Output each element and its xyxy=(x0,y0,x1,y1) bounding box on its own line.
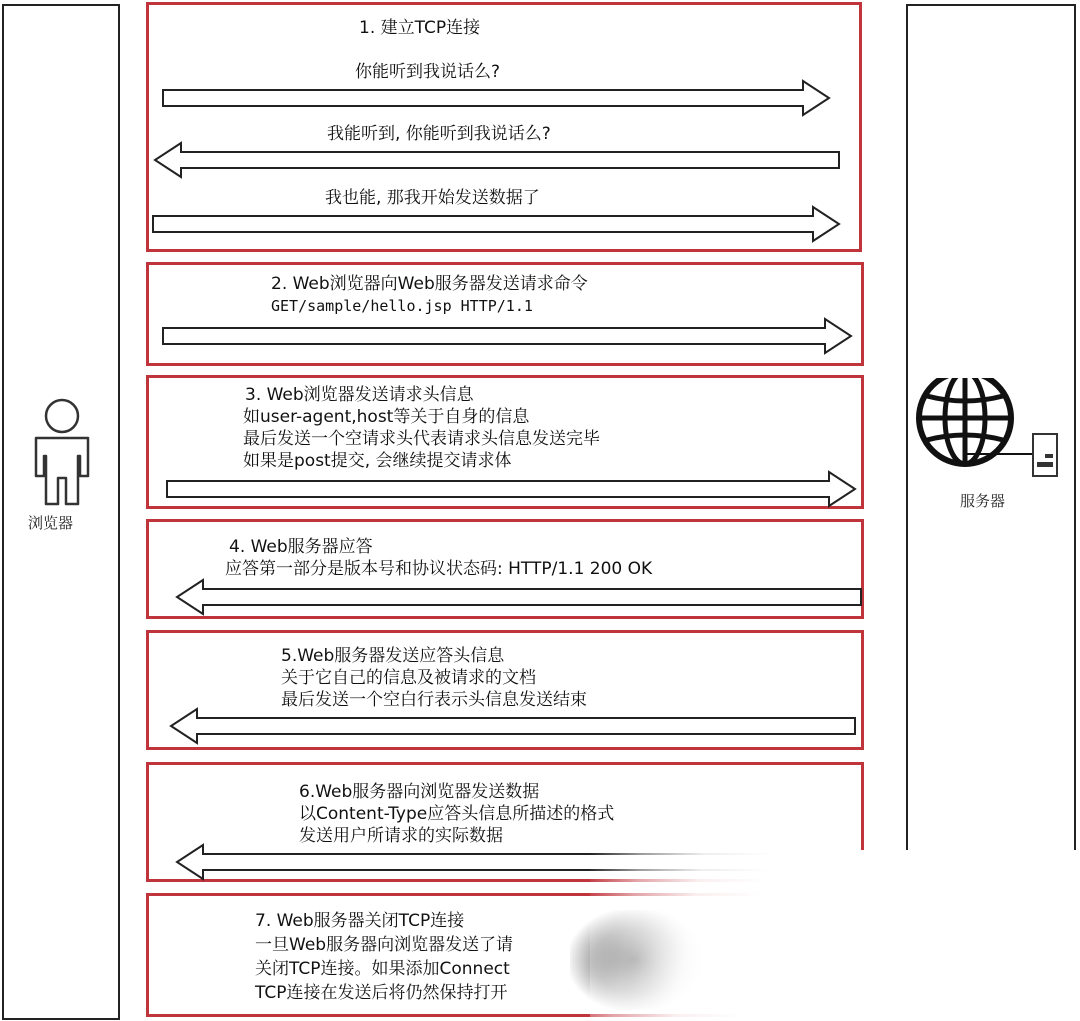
step-2-request-line: GET/sample/hello.jsp HTTP/1.1 xyxy=(271,297,533,315)
person-icon xyxy=(22,398,102,508)
step-5-line-2: 关于它自己的信息及被请求的文档 xyxy=(281,668,536,688)
step-3-title: 3. Web浏览器发送请求头信息 xyxy=(245,385,474,405)
step-1-msg-2: 我能听到, 你能听到我说话么? xyxy=(327,124,551,144)
step-7-line-4: TCP连接在发送后将仍然保持打开 xyxy=(255,983,508,1003)
step-1-msg-3: 我也能, 那我开始发送数据了 xyxy=(325,188,540,208)
step-3-box xyxy=(146,375,864,509)
step-5-box xyxy=(146,630,864,750)
step-4-arrow xyxy=(175,578,865,616)
step-6-line-3: 发送用户所请求的实际数据 xyxy=(299,826,503,846)
step-4-title: 4. Web服务器应答 xyxy=(229,537,373,557)
step-1-arrow-2 xyxy=(153,141,843,179)
step-6-box xyxy=(146,762,864,882)
step-4-line-2: 应答第一部分是版本号和协议状态码: HTTP/1.1 200 OK xyxy=(225,559,653,579)
step-7-box xyxy=(146,893,864,1017)
server-label: 服务器 xyxy=(960,492,1006,510)
step-2-box xyxy=(146,262,864,366)
step-2-arrow xyxy=(163,317,855,355)
step-2-title: 2. Web浏览器向Web服务器发送请求命令 xyxy=(271,274,588,294)
step-1-msg-1: 你能听到我说话么? xyxy=(355,62,501,82)
step-7-line-2: 一旦Web服务器向浏览器发送了请 xyxy=(255,935,514,955)
step-3-line-4: 如果是post提交, 会继续提交请求体 xyxy=(243,451,512,471)
step-1-box xyxy=(146,2,862,252)
step-3-line-2: 如user-agent,host等关于自身的信息 xyxy=(243,407,530,427)
step-6-line-2: 以Content-Type应答头信息所描述的格式 xyxy=(299,804,615,824)
step-5-title: 5.Web服务器发送应答头信息 xyxy=(281,646,505,666)
step-6-arrow xyxy=(175,843,865,881)
globe-server-icon xyxy=(915,378,1065,488)
step-5-arrow xyxy=(169,707,859,745)
step-1-title: 1. 建立TCP连接 xyxy=(359,18,481,38)
step-4-box xyxy=(146,519,864,619)
step-7-title: 7. Web服务器关闭TCP连接 xyxy=(255,911,465,931)
step-1-arrow-3 xyxy=(153,205,843,243)
step-7-line-3: 关闭TCP连接。如果添加Connect xyxy=(255,959,510,979)
step-5-line-3: 最后发送一个空白行表示头信息发送结束 xyxy=(281,690,587,710)
browser-label: 浏览器 xyxy=(28,514,74,532)
step-3-line-3: 最后发送一个空请求头代表请求头信息发送完毕 xyxy=(243,429,600,449)
step-3-arrow xyxy=(167,470,859,508)
step-6-title: 6.Web服务器向浏览器发送数据 xyxy=(299,782,540,802)
step-1-arrow-1 xyxy=(163,79,833,117)
